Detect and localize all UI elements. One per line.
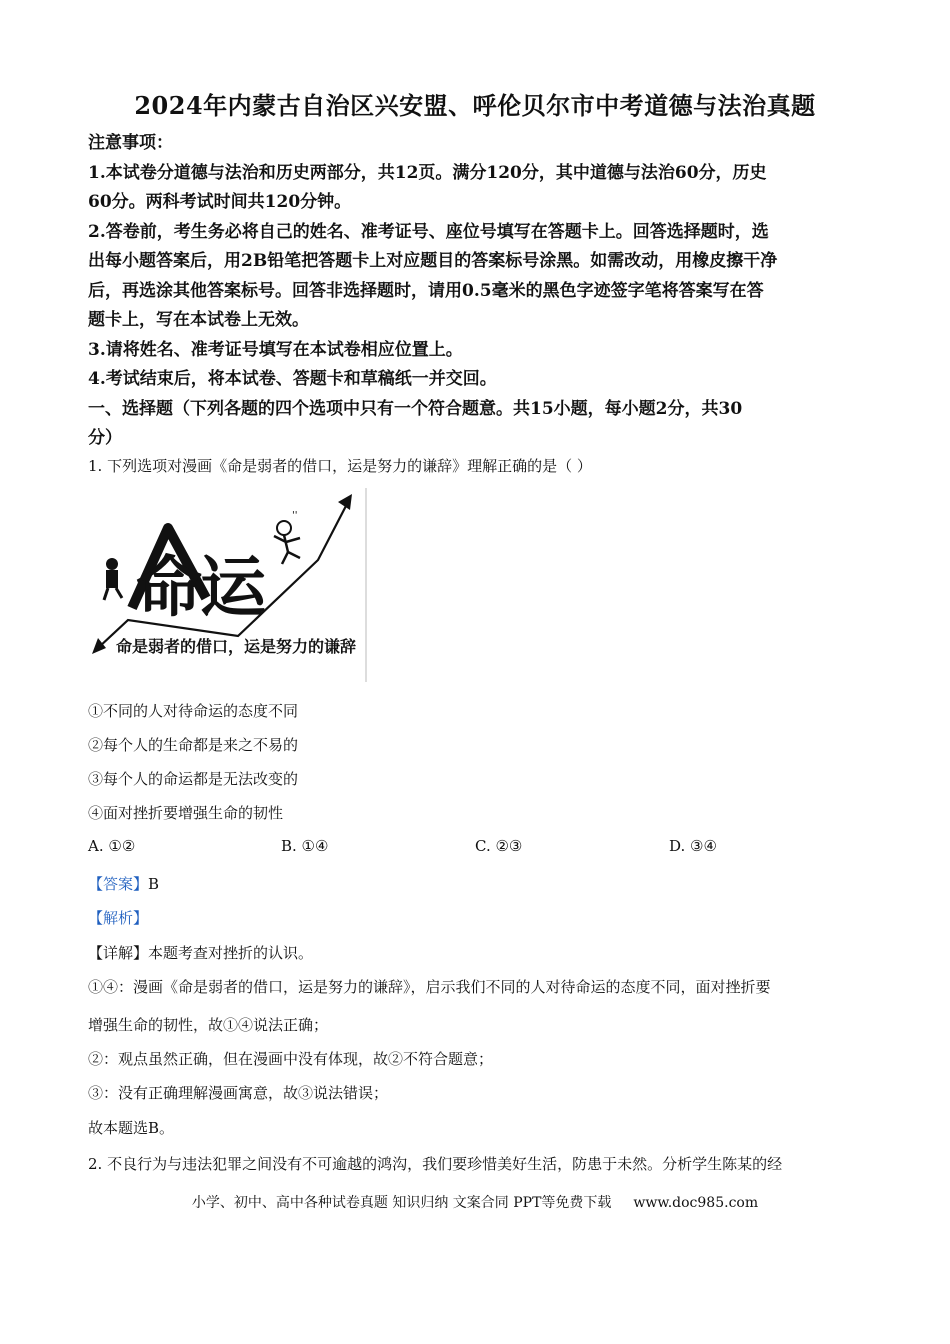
page-footer <box>0 1192 950 1212</box>
notice-item-2b: 出每小题答案后，用2B铅笔把答题卡上对应题目的答案标号涂黑。如需改动，用橡皮擦干净 <box>88 251 778 271</box>
person-sitting-icon <box>104 558 122 600</box>
cartoon-caption: 命是弱者的借口，运是努力的谦辞 <box>116 637 357 656</box>
answer-value: B <box>148 875 160 893</box>
footer-text: 小学、初中、高中各种试卷真题 知识归纳 文案合同 PPT等免费下载 <box>191 1195 612 1211</box>
q1-statement-3: ③每个人的命运都是无法改变的 <box>88 770 299 788</box>
page-title: 2024年内蒙古自治区兴安盟、呼伦贝尔市中考道德与法治真题 <box>134 91 816 120</box>
footer-site-link[interactable]: www.doc985.com <box>633 1195 759 1211</box>
q1-analysis-line <box>88 907 148 928</box>
person-climbing-icon <box>274 510 300 564</box>
q1-option-a: A. ①② <box>88 837 136 855</box>
q1-option-c: C. ②③ <box>475 837 523 855</box>
section-heading-b: 分） <box>88 428 122 448</box>
analysis-tag: 【解析】 <box>88 909 149 927</box>
q1-explanation-3: ③：没有正确理解漫画寓意，故③说法错误； <box>88 1084 389 1102</box>
q1-explanation-2: ②：观点虽然正确，但在漫画中没有体现，故②不符合题意； <box>88 1050 494 1068</box>
q1-explanation-1a: ①④：漫画《命是弱者的借口，运是努力的谦辞》，启示我们不同的人对待命运的态度不同，面对挫折要 <box>88 978 771 996</box>
notice-section <box>88 129 868 454</box>
notice-item-2d: 题卡上，写在本试卷上无效。 <box>88 310 309 330</box>
notice-heading: 注意事项： <box>88 133 173 153</box>
notice-item-3: 3.请将姓名、准考证号填写在本试卷相应位置上。 <box>88 339 463 360</box>
svg-text:'': '' <box>292 510 298 521</box>
notice-item-1a: 1.本试卷分道德与法治和历史两部分，共12页。满分120分，其中道德与法治60分，历史 <box>88 162 767 183</box>
notice-item-2a: 2.答卷前，考生务必将自己的姓名、准考证号、座位号填写在答题卡上。回答选择题时，选 <box>88 221 769 242</box>
detail-text: 本题考查对挫折的认识。 <box>148 944 314 962</box>
q1-statement-4: ④面对挫折要增强生命的韧性 <box>88 804 284 822</box>
q1-option-b: B. ①④ <box>281 837 329 855</box>
q1-statement-1: ①不同的人对待命运的态度不同 <box>88 702 299 720</box>
answer-tag: 【答案】 <box>88 875 149 893</box>
cartoon-char-yun: 运 <box>200 549 266 626</box>
notice-item-2c: 后，再选涂其他答案标号。回答非选择题时，请用0.5毫米的黑色字迹签字笔将答案写在答 <box>88 280 764 301</box>
q1-statement-2: ②每个人的生命都是来之不易的 <box>88 736 299 754</box>
cartoon-drawing <box>88 488 370 682</box>
q1-conclusion: 故本题选B。 <box>88 1119 175 1137</box>
notice-item-1b: 60分。两科考试时间共120分钟。 <box>88 192 352 212</box>
q1-option-d: D. ③④ <box>669 837 717 855</box>
fate-cartoon <box>88 488 370 682</box>
q1-detail-line <box>88 942 313 963</box>
arrow-head-down <box>92 638 106 654</box>
detail-tag: 【详解】 <box>88 944 149 962</box>
q1-explanation-1b: 增强生命的韧性，故①④说法正确； <box>88 1016 329 1034</box>
q2-stem: 2. 不良行为与违法犯罪之间没有不可逾越的鸿沟，我们要珍惜美好生活，防患于未然。分析学生陈某的经 <box>88 1155 783 1173</box>
notice-item-4: 4.考试结束后，将本试卷、答题卡和草稿纸一并交回。 <box>88 369 497 389</box>
section-heading-a: 一、选择题（下列各题的四个选项中只有一个符合题意。共15小题，每小题2分，共30 <box>88 398 743 419</box>
q1-answer-line <box>88 873 159 894</box>
q1-stem: 1. 下列选项对漫画《命是弱者的借口，运是努力的谦辞》理解正确的是（ ） <box>88 457 592 475</box>
cartoon-char-ming: 命 <box>136 549 202 626</box>
